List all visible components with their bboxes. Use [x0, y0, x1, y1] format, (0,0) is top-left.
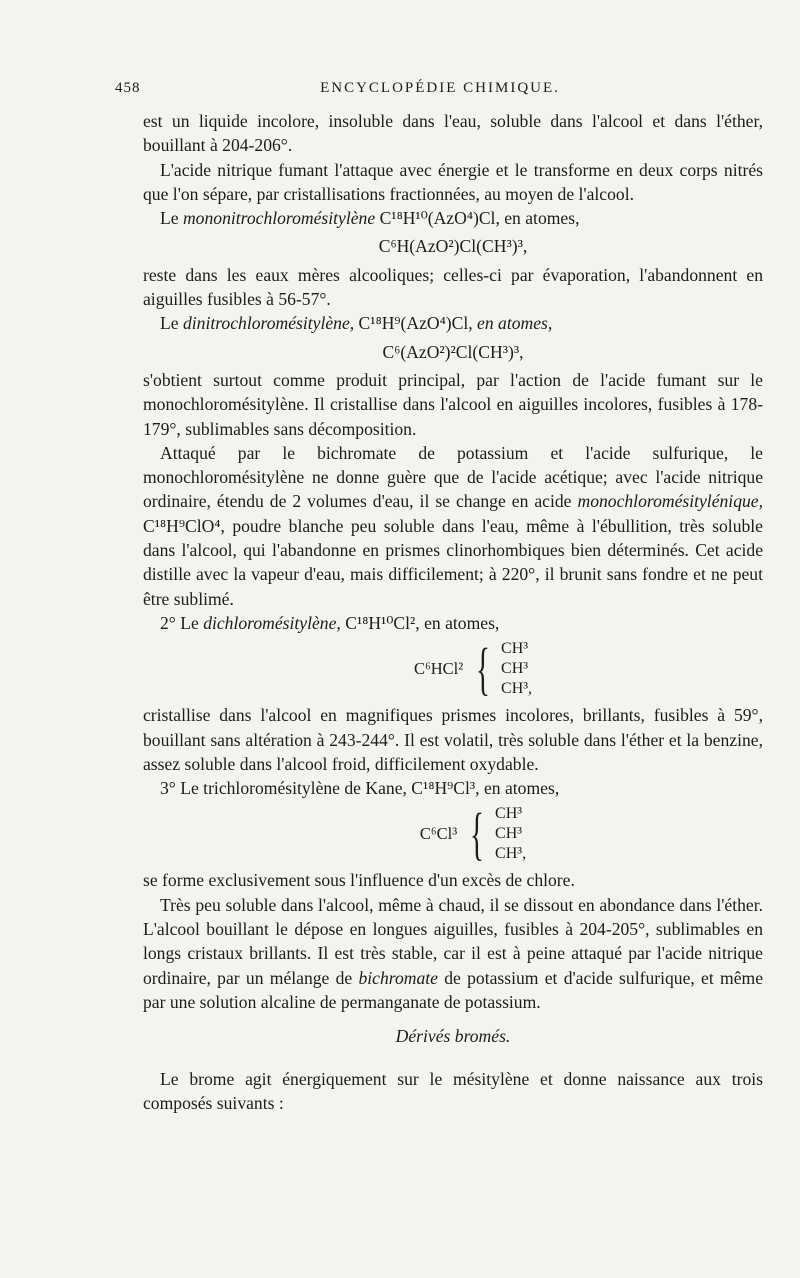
- formula-inline: C¹⁸H¹⁰(AzO⁴)Cl, en atomes,: [375, 208, 580, 229]
- formula-group: CH³: [495, 825, 523, 843]
- section-heading: Dérivés bromés.: [395, 1026, 511, 1047]
- compound-name: bichromate: [358, 967, 438, 988]
- compound-name: mononitrochloromésitylène: [182, 208, 376, 229]
- paragraph: [143, 311, 763, 335]
- paragraph: [143, 206, 763, 230]
- formula-core: C⁶HCl²: [413, 659, 464, 679]
- compound-name: dinitrochloromésitylène,: [182, 313, 355, 334]
- formula-core: C⁶Cl³: [419, 824, 458, 844]
- brace-glyph: {: [476, 636, 491, 702]
- text-body: [143, 109, 763, 1115]
- page-number: 458: [115, 80, 141, 96]
- text-run: 2° Le: [160, 612, 204, 633]
- paragraph: est un liquide incolore, insoluble dans l'eau, soluble dans l'alcool et dans l'éther, bouillant à 204-206°.: [143, 111, 763, 156]
- structural-formula: [183, 801, 763, 867]
- formula-stack: [495, 804, 526, 864]
- text-run: en atomes,: [477, 313, 553, 334]
- paragraph: [143, 441, 763, 611]
- running-title: ENCYCLOPÉDIE CHIMIQUE.: [320, 80, 560, 96]
- paragraph: L'acide nitrique fumant l'attaque avec énergie et le transforme en deux corps nitrés que l'on sépare, par cristallisations fractionnées, au moyen de l'alcool.: [143, 159, 763, 204]
- running-header: [115, 80, 765, 102]
- text-run: C¹⁸H⁹ClO⁴, poudre blanche peu soluble dans l'eau, même à l'ébullition, très soluble dans l'alcool, qui l'abandonne en prismes clinorhombiques bien déterminés. Cet acide distille avec la vapeur d'eau, mais difficilement; à 220°, il brunit sans fondre et ne peut être sublimé.: [143, 515, 763, 609]
- text-run: C¹⁸H¹⁰Cl², en atomes,: [340, 612, 500, 633]
- paragraph: reste dans les eaux mères alcooliques; celles-ci par évaporation, l'abandonnent en aiguilles fusibles à 56-57°.: [143, 264, 763, 310]
- formula: C⁶(AzO²)²Cl(CH³)³,: [382, 341, 524, 362]
- formula-group: CH³,: [495, 845, 527, 863]
- paragraph: cristallise dans l'alcool en magnifiques prismes incolores, brillants, fusibles à 59°, bouillant sans altération à 243-244°. Il est volatil, très soluble dans l'éther et la benzine, assez soluble dans l'alcool froid, difficilement oxydable.: [143, 705, 763, 774]
- text-run: Le: [160, 208, 183, 229]
- paragraph: [143, 611, 763, 635]
- formula-group: CH³: [501, 640, 529, 658]
- formula-group: CH³: [501, 660, 529, 678]
- text-run: Très peu soluble dans l'alcool, même à chaud, il se dissout en abondance dans l'éther. L'alcool bouillant le dépose en longues aiguilles, fusibles à 204-205°, sublimables en longs cristaux brillants. Il est très stable, car il est à peine attaqué par l'acide nitrique ordinaire, par un mélange de: [143, 894, 763, 988]
- formula-stack: [501, 639, 532, 699]
- text-run: Le: [160, 313, 183, 334]
- compound-name: monochloromésitylénique,: [577, 491, 763, 512]
- formula-group: CH³: [495, 805, 523, 823]
- compound-name: dichloromésitylène,: [203, 612, 341, 633]
- formula-group: CH³,: [501, 680, 533, 698]
- paragraph: Le brome agit énergiquement sur le mésitylène et donne naissance aux trois composés suivants :: [143, 1068, 763, 1113]
- paragraph: [143, 893, 763, 1014]
- formula: C⁶H(AzO²)Cl(CH³)³,: [378, 236, 528, 257]
- formula-inline: C¹⁸H⁹(AzO⁴)Cl,: [354, 313, 478, 334]
- paragraph: se forme exclusivement sous l'influence d'un excès de chlore.: [143, 870, 575, 891]
- paragraph: s'obtient surtout comme produit principal, par l'action de l'acide fumant sur le monochloromésitylène. Il cristallise dans l'alcool en aiguilles incolores, fusibles à 178-179°, sublimables sans décomposition.: [143, 369, 763, 439]
- structural-formula: [183, 636, 763, 702]
- text-run: de potassium et d'acide sulfurique, et même par une solution alcaline de permanganate de potassium.: [143, 967, 764, 1012]
- brace-glyph: {: [470, 801, 485, 867]
- paragraph: 3° Le trichloromésitylène de Kane, C¹⁸H⁹Cl³, en atomes,: [160, 778, 560, 799]
- text-run: Attaqué par le bichromate de potassium et l'acide sulfurique, le monochloromésitylène ne donne guère que de l'acide acétique; avec l'acide nitrique ordinaire, étendu de 2 volumes d'eau, il se change en acide: [143, 442, 763, 512]
